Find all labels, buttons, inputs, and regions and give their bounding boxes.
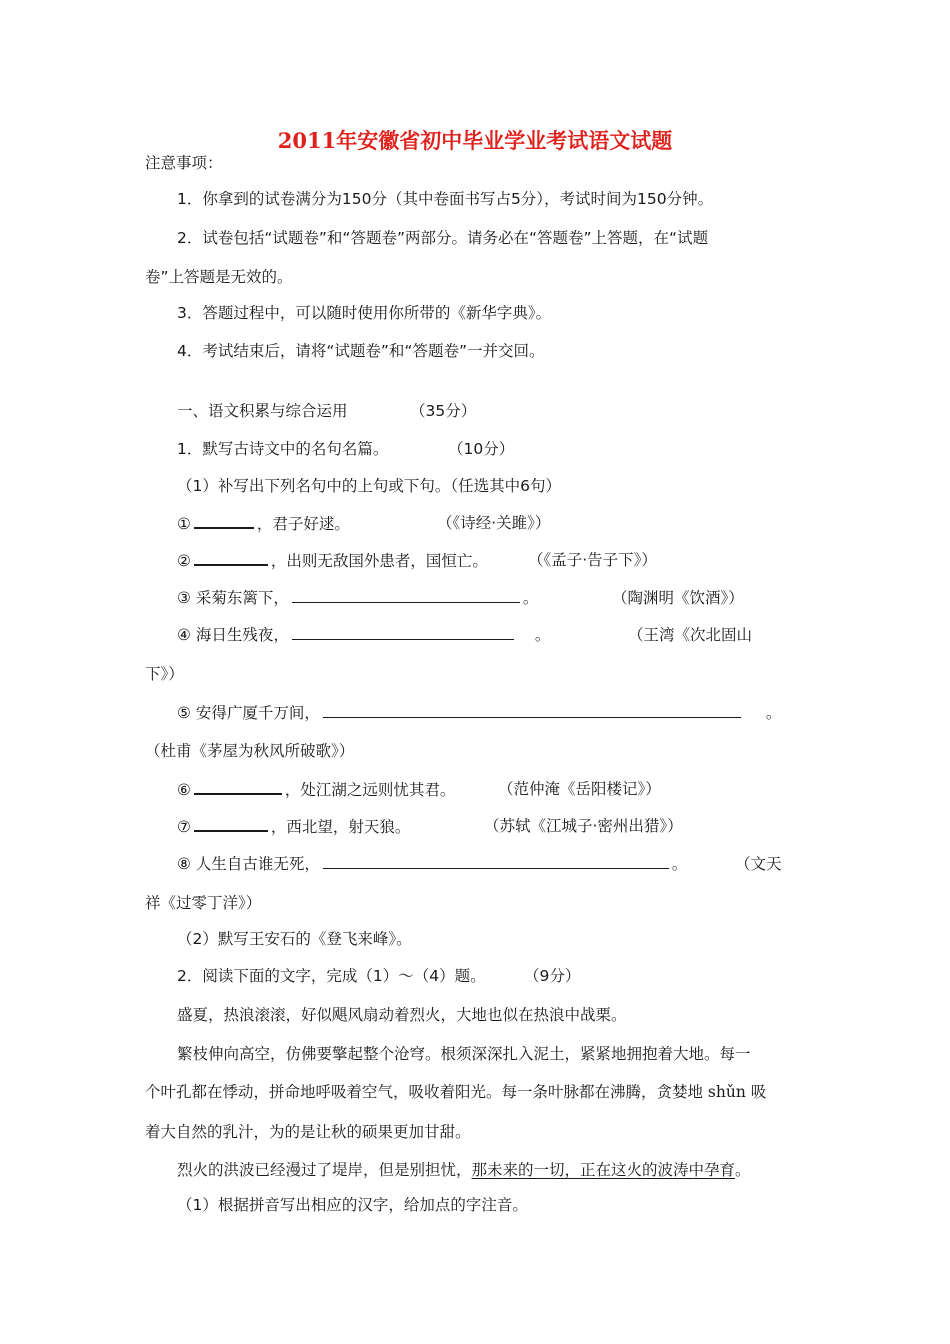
passage-paragraph-2: 繁枝伸向高空，仿佛要擎起整个沧穹。根须深深扎入泥土，紧紧地拥抱着大地。每一 xyxy=(177,1045,751,1063)
question-2-score: （9分） xyxy=(524,967,581,985)
item-source: （范仲淹《岳阳楼记》） xyxy=(498,780,661,798)
question-2: 2．阅读下面的文字，完成（1）～（4）题。 xyxy=(177,967,486,985)
passage-paragraph-2-line-2: 个叶孔都在悸动，拼命地呼吸着空气，吸收着阳光。每一条叶脉都在沸腾，贪婪地 shǔn 吸 xyxy=(145,1083,767,1101)
answer-blank[interactable] xyxy=(194,815,268,832)
question-1: 1．默写古诗文中的名句名篇。 xyxy=(177,440,389,458)
item-marker: ⑦ xyxy=(177,818,191,836)
item-source-cont: 祥《过零丁洋》） xyxy=(145,894,262,912)
item-source: （苏轼《江城子·密州出猎》） xyxy=(484,817,683,835)
fill-item-4 xyxy=(177,624,550,646)
item-source: （陶渊明《饮酒》） xyxy=(612,589,744,607)
answer-blank[interactable] xyxy=(194,778,282,795)
item-source: （杜甫《茅屋为秋风所破歌》） xyxy=(145,742,355,760)
item-text: ⑤ 安得广厦千万间， xyxy=(177,704,320,722)
fill-item-1 xyxy=(177,512,350,535)
item-text: ，处江湖之远则忧其君。 xyxy=(284,781,456,799)
passage-paragraph-3 xyxy=(177,1159,751,1181)
answer-blank[interactable] xyxy=(292,624,514,640)
item-marker: ⑥ xyxy=(177,781,191,799)
item-source: （文天 xyxy=(735,855,782,873)
notice-heading: 注意事项： xyxy=(145,154,223,172)
item-text: ③ 采菊东篱下， xyxy=(177,589,289,607)
fill-item-6 xyxy=(177,778,455,801)
answer-blank[interactable] xyxy=(194,549,268,566)
fill-item-3 xyxy=(177,587,538,609)
notice-item-2-cont: 卷”上答题是无效的。 xyxy=(145,268,293,286)
item-source-cont: 下》） xyxy=(145,665,184,683)
notice-item-4: 4．考试结束后，请将“试题卷”和“答题卷”一并交回。 xyxy=(177,342,545,360)
fill-item-5 xyxy=(177,702,781,724)
item-text: 。 xyxy=(522,589,539,607)
item-source: （《诗经·关雎》） xyxy=(437,514,551,532)
fill-item-8 xyxy=(177,853,687,875)
item-text: ，君子好逑。 xyxy=(256,515,350,533)
passage-paragraph-1: 盛夏，热浪滚滚，好似飓风扇动着烈火，大地也似在热浪中战栗。 xyxy=(177,1006,627,1024)
passage-text: 。 xyxy=(735,1161,751,1179)
question-1-score: （10分） xyxy=(448,440,515,458)
item-marker: ② xyxy=(177,552,191,570)
notice-item-3: 3．答题过程中，可以随时使用你所带的《新华字典》。 xyxy=(177,304,552,322)
item-source: （《孟子·告子下》） xyxy=(528,551,657,569)
answer-blank[interactable] xyxy=(194,512,254,529)
item-source: （王湾《次北固山 xyxy=(628,626,753,644)
notice-item-2: 2．试卷包括“试题卷”和“答题卷”两部分。请务必在“答题卷”上答题，在“试题 xyxy=(177,229,709,247)
question-1-part-1: （1）补写出下列名句中的上句或下句。（任选其中6句） xyxy=(177,477,561,495)
item-text: ④ 海日生残夜， xyxy=(177,626,289,644)
section-score: （35分） xyxy=(410,402,477,420)
fill-item-2 xyxy=(177,549,488,572)
item-text: 。 xyxy=(765,704,782,722)
answer-blank[interactable] xyxy=(323,702,741,718)
page-title: 2011年安徽省初中毕业学业考试语文试题 xyxy=(277,128,673,153)
passage-paragraph-2-line-3: 着大自然的乳汁，为的是让秋的硕果更加甘甜。 xyxy=(145,1123,471,1141)
fill-item-7 xyxy=(177,815,410,838)
item-text: 。 xyxy=(671,855,688,873)
underlined-sentence: 那未来的一切，正在这火的波涛中孕育 xyxy=(471,1161,736,1179)
item-text: ，出则无敌国外患者，国恒亡。 xyxy=(270,552,488,570)
answer-blank[interactable] xyxy=(292,587,520,603)
item-text: ，西北望，射天狼。 xyxy=(270,818,411,836)
question-1-part-2: （2）默写王安石的《登飞来峰》。 xyxy=(177,930,412,948)
notice-item-1: 1．你拿到的试卷满分为150分（其中卷面书写占5分），考试时间为150分钟。 xyxy=(177,190,714,208)
answer-blank[interactable] xyxy=(323,853,669,869)
item-text: ⑧ 人生自古谁无死， xyxy=(177,855,320,873)
question-2-part-1: （1）根据拼音写出相应的汉字，给加点的字注音。 xyxy=(177,1196,528,1214)
passage-text: 烈火的洪波已经漫过了堤岸，但是别担忧， xyxy=(177,1161,472,1179)
item-marker: ① xyxy=(177,515,191,533)
item-text: 。 xyxy=(534,626,551,644)
section-heading: 一、语文积累与综合运用 xyxy=(177,402,348,420)
